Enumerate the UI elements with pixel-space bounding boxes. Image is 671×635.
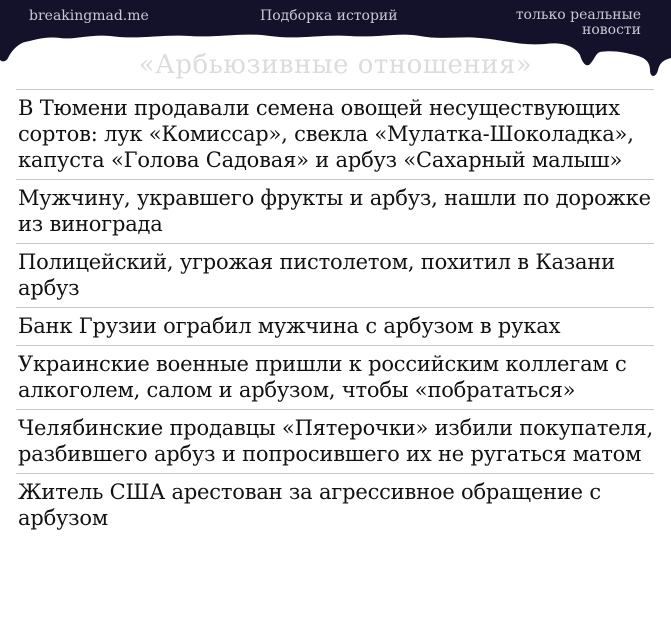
tagline [516,8,641,38]
story-item[interactable]: Челябинские продавцы «Пятерочки» избили покупателя, разбившего арбуз и попросившего их не ругаться матом [16,409,654,473]
story-item[interactable]: В Тюмени продавали семена овощей несуществующих сортов: лук «Комиссар», свекла «Мулатка-Шоколадка», капуста «Голова Садовая» и арбуз «Сахарный малыш» [16,89,654,179]
tagline-line-1: только реальные [515,7,641,23]
story-item[interactable]: Банк Грузии ограбил мужчина с арбузом в руках [16,307,654,345]
story-item[interactable]: Житель США арестован за агрессивное обращение с арбузом [16,473,654,537]
story-item[interactable]: Мужчину, укравшего фрукты и арбуз, нашли по дорожке из винограда [16,179,654,243]
top-nav [0,0,671,44]
page-title: «Арбьюзивные отношения» [138,50,533,80]
story-item[interactable]: Полицейский, угрожая пистолетом, похитил в Казани арбуз [16,243,654,307]
story-item[interactable]: Украинские военные пришли к российским коллегам с алкоголем, салом и арбузом, чтобы «побрататься» [16,345,654,409]
story-list [16,89,654,537]
site-link[interactable]: breakingmad.me [29,8,149,24]
tagline-line-2: новости [582,22,641,38]
stories-collection-link[interactable]: Подборка историй [260,8,398,24]
